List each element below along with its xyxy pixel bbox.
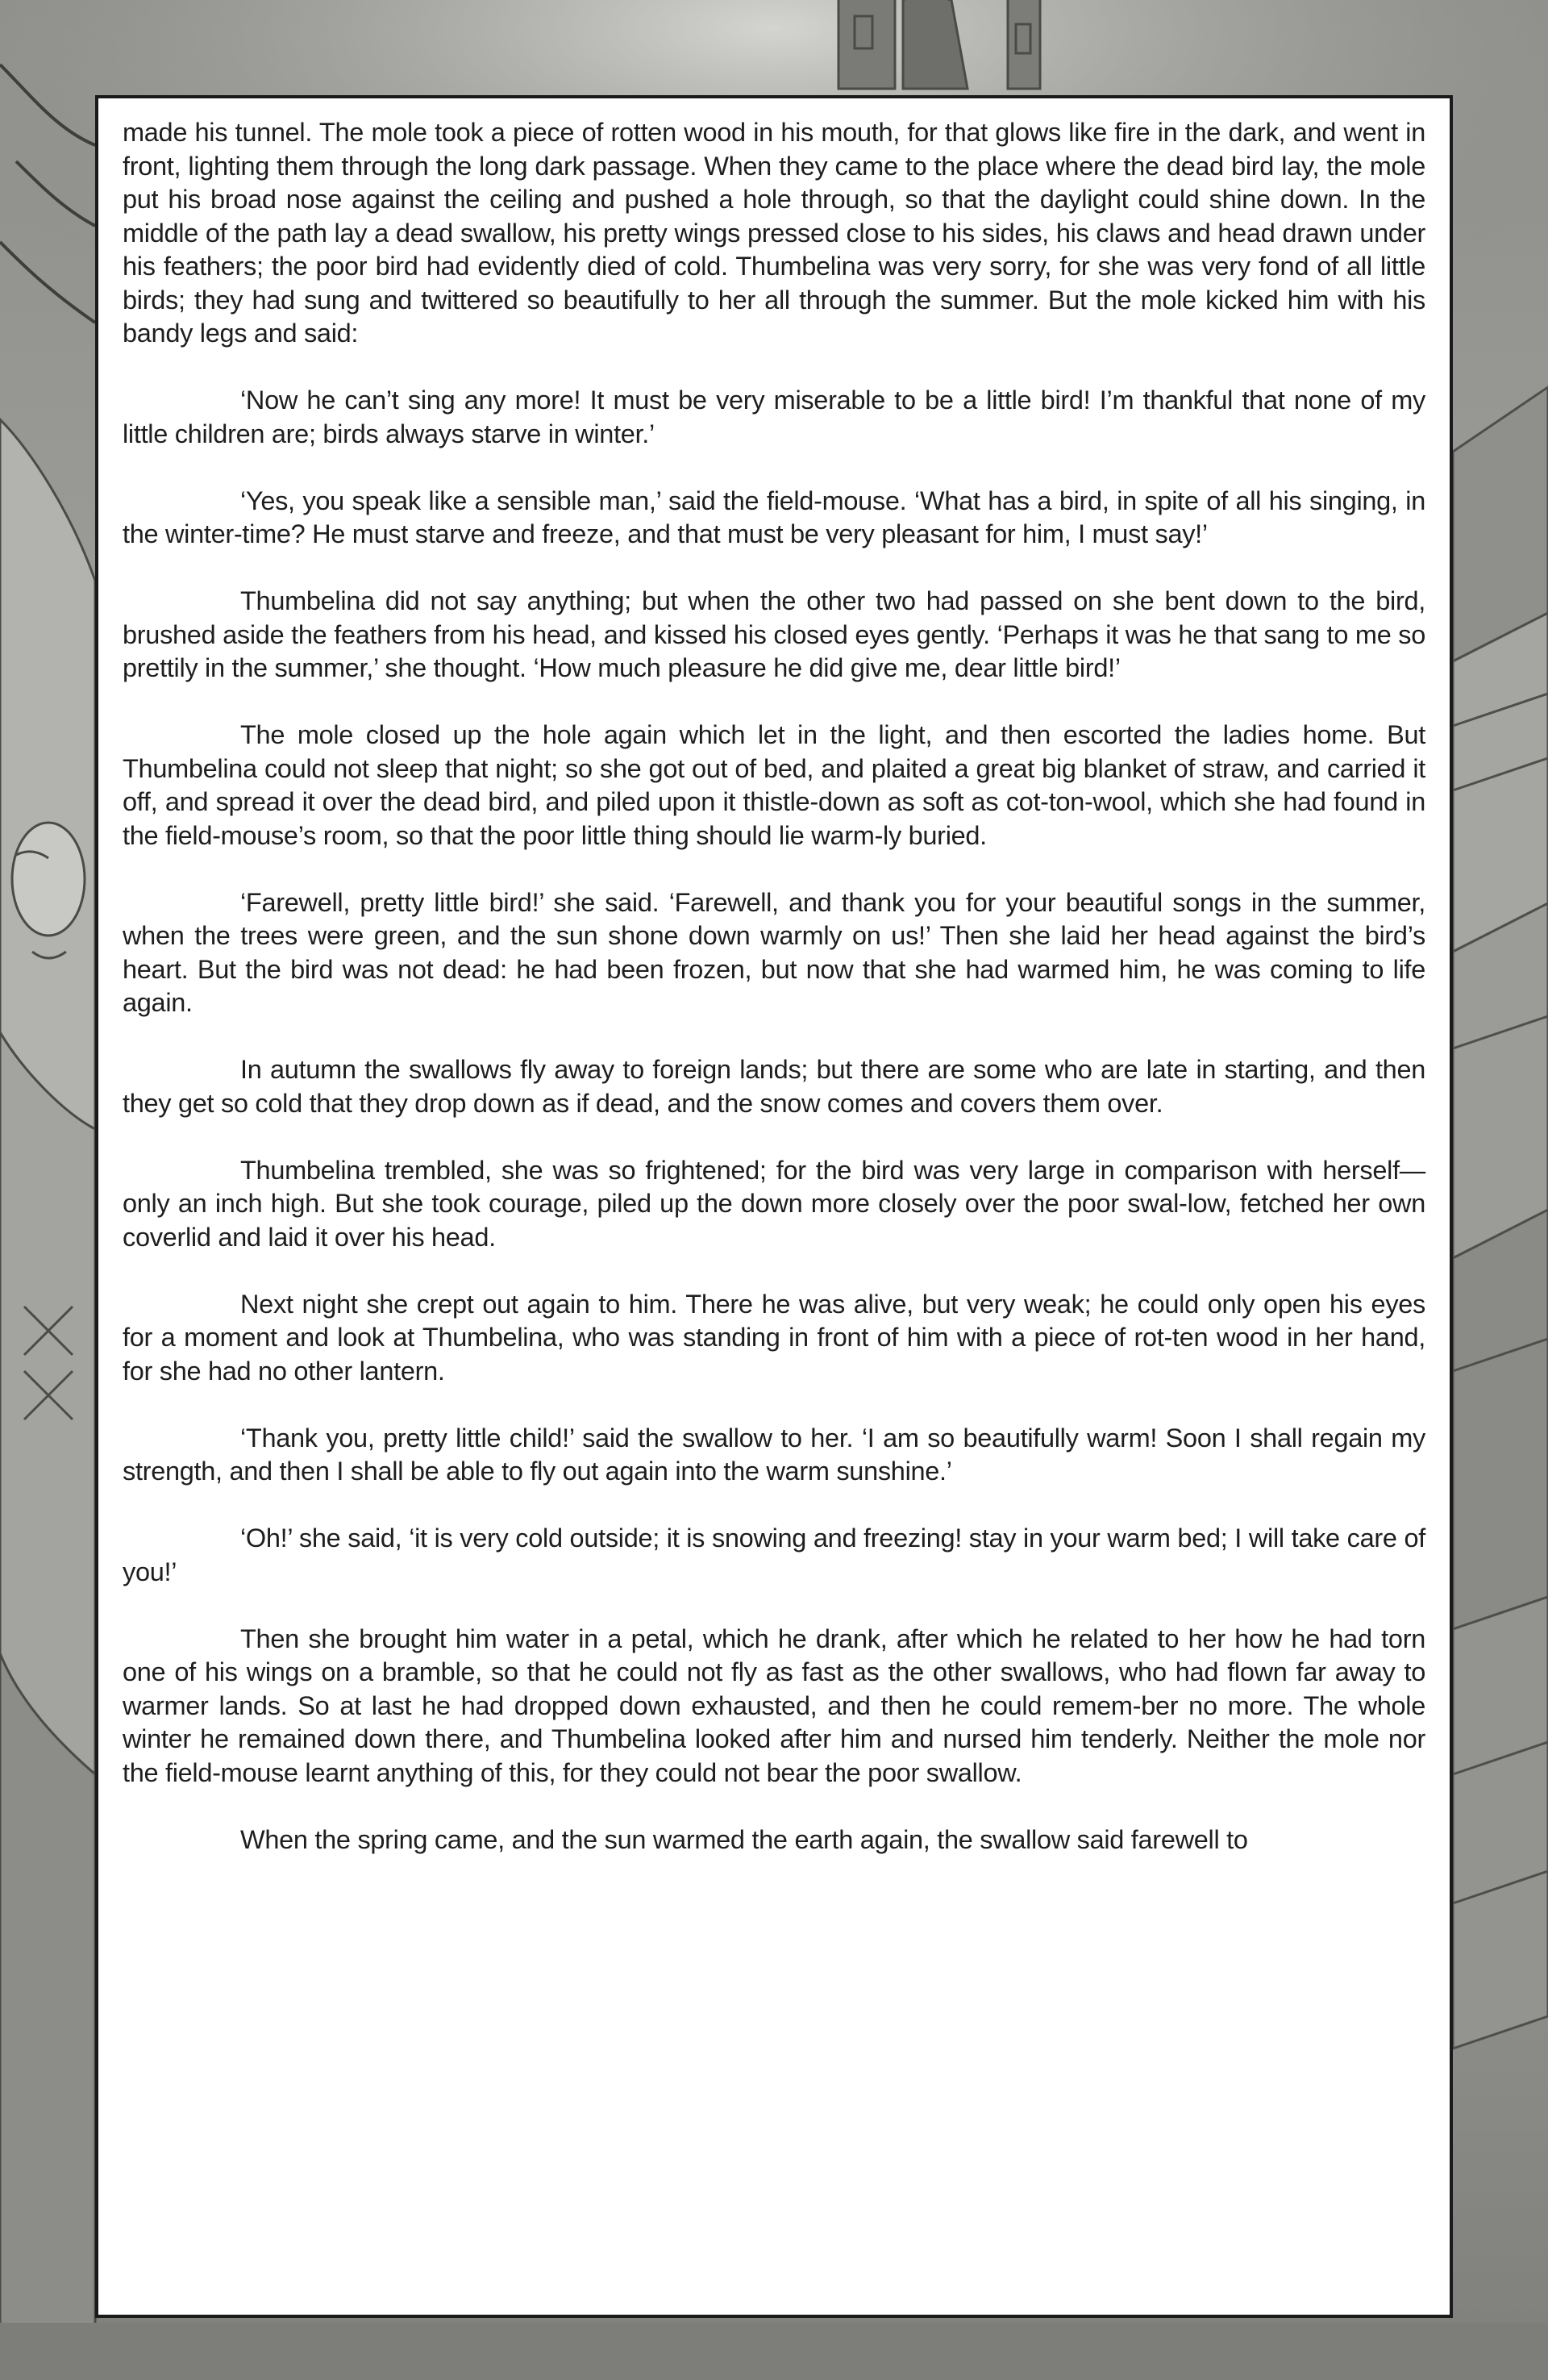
story-paragraph: Thumbelina did not say anything; but when the other two had passed on she bent down to the bird, brushed aside the feathers from his head, and kissed his closed eyes gently. ‘Perhaps it was he that sang to me so prettily in the summer,’ she thought. ‘How much pleasure he did give me, dear little bird!’ [123,586,1425,682]
story-paragraph: In autumn the swallows fly away to foreign lands; but there are some who are late in starting, and then they get so cold that they drop down as if dead, and the snow comes and covers them over. [123,1055,1425,1118]
story-paragraph: Thumbelina trembled, she was so frightened; for the bird was very large in comparison with herself—only an inch high. But she took courage, piled up the down more closely over the poor swal-low, fetched her own coverlid and laid it over his head. [123,1155,1425,1252]
story-paragraph: Next night she crept out again to him. There he was alive, but very weak; he could only open his eyes for a moment and look at Thumbelina, who was standing in front of him with a piece of rot-ten wood in her hand, for she had no other lantern. [123,1289,1425,1386]
story-paragraph: ‘Thank you, pretty little child!’ said the swallow to her. ‘I am so beautifully warm! Soon I shall regain my strength, and then I shall be able to fly out again into the warm sunshine.’ [123,1423,1425,1486]
story-text-panel [95,95,1453,2318]
story-paragraph: When the spring came, and the sun warmed the earth again, the swallow said farewell to [240,1824,1248,1854]
story-paragraph: made his tunnel. The mole took a piece of rotten wood in his mouth, for that glows like fire in the dark, and went in front, lighting them through the long dark passage. When they came to the place where the dead bird lay, the mole put his broad nose against the ceiling and pushed a hole through, so that the daylight could shine down. In the middle of the path lay a dead swallow, his pretty wings pressed close to his sides, his claws and head drawn under his feathers; the poor bird had evidently died of cold. Thumbelina was very sorry, for she was very fond of all little birds; they had sung and twittered so beautifully to her all through the summer. But the mole kicked him with his bandy legs and said: [123,118,1425,348]
rooftops-illustration [1453,387,1548,2049]
story-text [123,116,1425,1857]
story-paragraph: The mole closed up the hole again which let in the light, and then escorted the ladies home. But Thumbelina could not sleep that night; so she got out of bed, and plaited a great big blanket of straw, and carried it off, and spread it over the dead bird, and piled upon it thistle-down as soft as cot-ton-wool, which she had found in the field-mouse’s room, so that the poor little thing should lie warm-ly buried. [123,720,1425,850]
character-illustration [0,419,95,2380]
story-paragraph: ‘Oh!’ she said, ‘it is very cold outside; it is snowing and freezing! stay in your warm bed; I will take care of you!’ [123,1523,1425,1586]
story-paragraph: ‘Yes, you speak like a sensible man,’ said the field-mouse. ‘What has a bird, in spite of all his singing, in the winter-time? He must starve and freeze, and that must be very pleasant for him, I must say!’ [123,486,1425,548]
story-paragraph: ‘Now he can’t sing any more! It must be very miserable to be a little bird! I’m thankful that none of my little children are; birds always starve in winter.’ [123,386,1425,448]
story-paragraph: Then she brought him water in a petal, which he drank, after which he related to her how he had torn one of his wings on a bramble, so that he could not fly as fast as the other swallows, who had flown far away to warmer lands. So at last he had dropped down exhausted, and then he could remem-ber no more. The whole winter he remained down there, and Thumbelina looked after him and nursed him tenderly. Neither the mole nor the field-mouse learnt anything of this, for they could not bear the poor swallow. [123,1623,1425,1787]
building-illustration [838,0,1040,89]
story-paragraph: ‘Farewell, pretty little bird!’ she said. ‘Farewell, and thank you for your beautiful songs in the summer, when the trees were green, and the sun shone down warmly on us!’ Then she laid her head against the bird’s heart. But the bird was not dead: he had been frozen, but now that she had warmed him, he was coming to life again. [123,887,1425,1017]
ground-illustration [0,2323,1548,2380]
